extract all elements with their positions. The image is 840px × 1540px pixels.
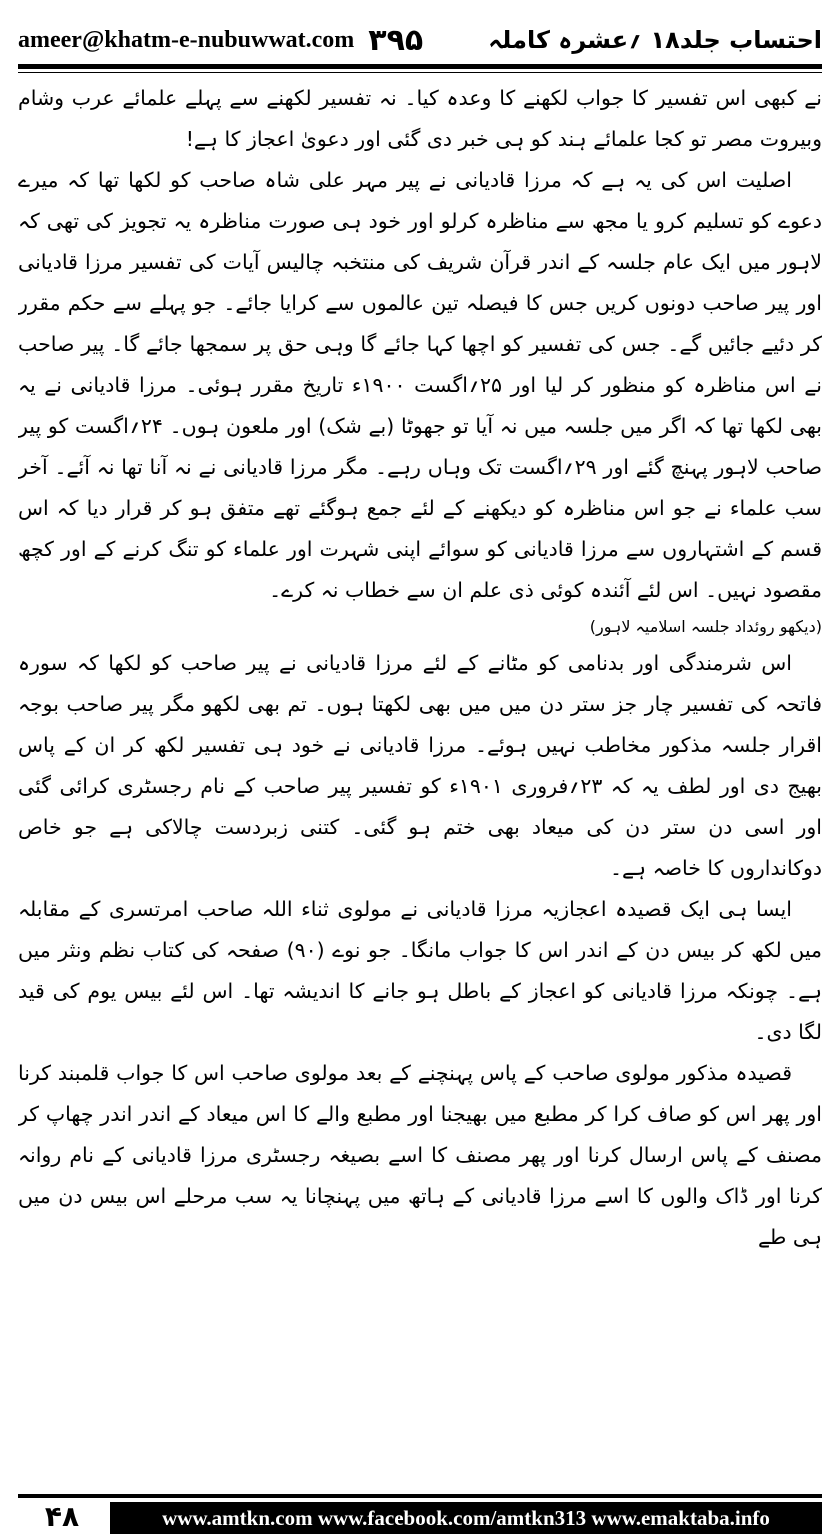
header-left xyxy=(18,23,423,58)
footer-links: www.amtkn.com www.facebook.com/amtkn313 www.emaktaba.info xyxy=(110,1502,822,1534)
header-page-number: ۳۹۵ xyxy=(368,22,424,58)
page-footer xyxy=(18,1494,822,1534)
page-header xyxy=(18,18,822,62)
header-email: ameer@khatm-e-nubuwwat.com xyxy=(18,26,355,53)
paragraph-5: قصیدہ مذکور مولوی صاحب کے پاس پہنچنے کے بعد مولوی صاحب اس کا جواب قلمبند کرنا اور پھر اس کو صاف کرا کر مطبع میں بھیجنا اور مطبع والے کا اس میعاد کے اندر اندر چھاپ کر مصنف کے پاس ارسال کرنا اور پھر مصنف کا اسے بصیغہ رجسٹری مرزا قادیانی کے نام روانہ کرنا اور ڈاک والوں کا اسے مرزا قادیانی کے ہاتھ میں پہنچانا یہ سب مرحلے اس بیس دن میں ہی طے xyxy=(18,1061,822,1249)
footer-rule xyxy=(18,1494,822,1498)
header-book-title: احتساب جلد۱۸ ؍عشرہ کاملہ xyxy=(488,26,822,54)
source-reference: (دیکھو روئداد جلسہ اسلامیہ لاہور) xyxy=(589,617,822,636)
paragraph-3: اس شرمندگی اور بدنامی کو مٹانے کے لئے مرزا قادیانی نے پیر صاحب کو لکھا کہ سورہ فاتحہ کی تفسیر چار جز ستر دن میں میں بھی لکھتا ہوں۔ تم بھی لکھو مگر پیر صاحب بوجہ اقرار جلسہ مذکور مخاطب نہیں ہوئے۔ مرزا قادیانی نے خود ہی تفسیر لکھ کر ان کے پاس بھیج دی اور لطف یہ کہ ۲۳؍فروری ۱۹۰۱ء کو تفسیر پیر صاحب کے نام رجسٹری کرائی گئی اور اسی دن ستر دن کی میعاد بھی ختم ہو گئی۔ کتنی زبردست چالاکی ہے جو خاص دوکانداروں کا خاصہ ہے۔ xyxy=(18,651,822,880)
paragraph-1: نے کبھی اس تفسیر کا جواب لکھنے کا وعدہ کیا۔ نہ تفسیر لکھنے سے پہلے علمائے عرب وشام وبیروت مصر تو کجا علمائے ہند کو ہی خبر دی گئی اور دعویٰ اعجاز کا ہے! xyxy=(18,86,822,151)
footer-page-number: ۴۸ xyxy=(44,1499,80,1533)
paragraph-4: ایسا ہی ایک قصیدہ اعجازیہ مرزا قادیانی نے مولوی ثناء اللہ صاحب امرتسری کے مقابلہ میں لکھ کر بیس دن کے اندر اس کا جواب مانگا۔ جو نوے (۹۰) صفحہ کی کتاب نظم ونثر میں ہے۔ چونکہ مرزا قادیانی کو اعجاز کے باطل ہو جانے کا اندیشہ تھا۔ اس لئے بیس یوم کی قید لگا دی۔ xyxy=(18,897,822,1044)
body-text xyxy=(18,78,822,1488)
paragraph-2: اصلیت اس کی یہ ہے کہ مرزا قادیانی نے پیر مہر علی شاہ صاحب کو لکھا تھا کہ میرے دعوے کو تسلیم کرو یا مجھ سے مناظرہ کرلو اور خود ہی صورت مناظرہ یہ تجویز کی تھی کہ لاہور میں ایک عام جلسہ کے اندر قرآن شریف کی منتخبہ چالیس آیات کی تفسیر مرزا قادیانی اور پیر صاحب دونوں کریں جس کا فیصلہ تین عالموں سے کرایا جائے۔ جو پہلے سے حکم مقرر کر دئیے جائیں گے۔ جس کی تفسیر کو اچھا کہا جائے گا وہی حق پر سمجھا جائے گا۔ پیر صاحب نے اس مناظرہ کو منظور کر لیا اور ۲۵؍اگست ۱۹۰۰ء تاریخ مقرر ہوئی۔ مرزا قادیانی نے یہ بھی لکھا تھا کہ اگر میں جلسہ میں نہ آیا تو جھوٹا (بے شک) اور ملعون ہوں۔ ۲۴؍اگست کو پیر صاحب لاہور پہنچ گئے اور ۲۹؍اگست تک وہاں رہے۔ مگر مرزا قادیانی نے نہ آنا تھا نہ آئے۔ آخر سب علماء نے جو اس مناظرہ کو دیکھنے کے لئے جمع ہوگئے تھے متفق ہو کر قرار دیا کہ اس قسم کے اشتہاروں سے مرزا قادیانی کو سوائے اپنی شہرت اور علماء کو تنگ کرنے کے اور کچھ مقصود نہیں۔ اس لئے آئندہ کوئی ذی علم ان سے خطاب نہ کرے۔ xyxy=(18,168,822,602)
header-rule-thin xyxy=(18,72,822,73)
header-rule-thick xyxy=(18,64,822,69)
